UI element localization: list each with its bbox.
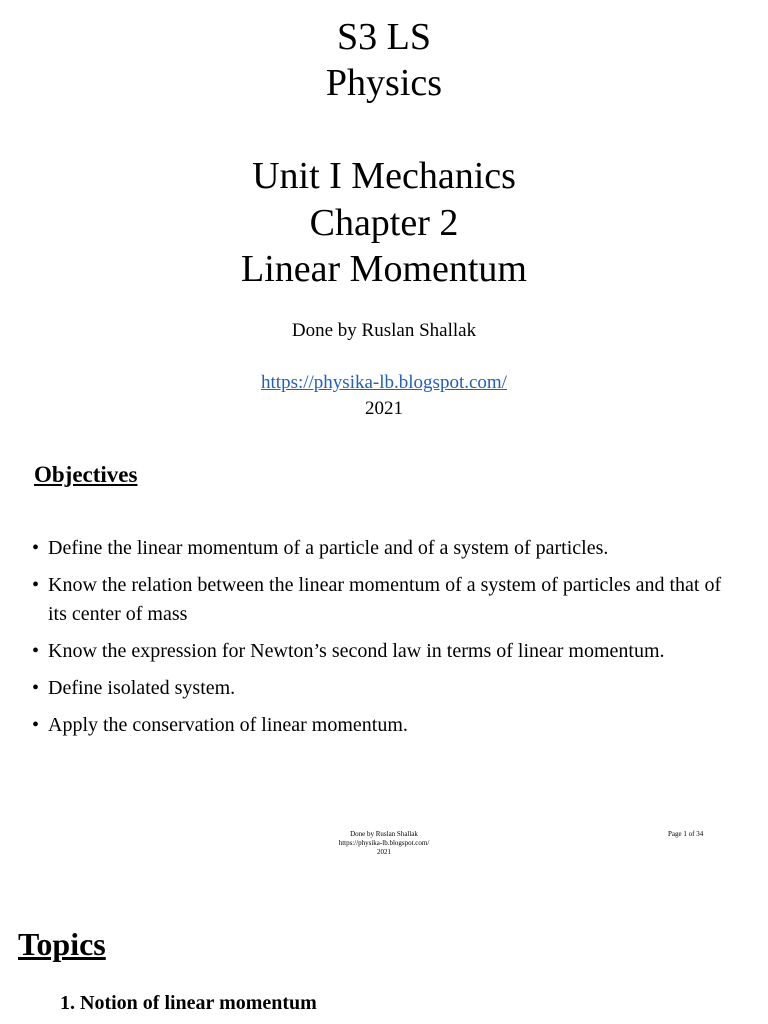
title-topic: Linear Momentum	[241, 248, 527, 290]
blog-link-row	[0, 371, 768, 395]
blog-link[interactable]: https://physika-lb.blogspot.com/	[261, 372, 507, 393]
list-item: • Apply the conservation of linear momentum.	[32, 711, 732, 740]
author-credit: Done by Ruslan Shallak	[291, 320, 477, 341]
bullet-icon: •	[32, 639, 40, 662]
objectives-heading: Objectives	[34, 462, 138, 487]
topic-item: 1. Notion of linear momentum	[60, 992, 317, 1014]
list-item: • Know the expression for Newton’s second law in terms of linear momentum.	[32, 637, 732, 666]
page-footer	[0, 830, 768, 857]
page-2	[0, 880, 768, 1024]
title-chapter: Chapter 2	[309, 202, 459, 244]
footer-author: Done by Ruslan Shallak	[350, 830, 418, 838]
objectives-list	[32, 534, 732, 748]
bullet-icon: •	[32, 574, 40, 596]
footer-link: https://physika-lb.blogspot.com/	[338, 839, 430, 847]
list-item: • Define isolated system.	[32, 674, 732, 703]
bullet-icon: •	[32, 713, 40, 736]
bullet-icon: •	[32, 676, 40, 699]
footer-year: 2021	[377, 848, 391, 856]
page-number: Page 1 of 34	[668, 830, 704, 838]
topics-heading: Topics	[18, 926, 106, 962]
year: 2021	[365, 398, 403, 419]
list-item: • Know the relation between the linear momentum of a system of particles and that of its center of mass	[32, 571, 732, 628]
bullet-icon: •	[32, 537, 40, 559]
title-subject: Physics	[325, 62, 443, 104]
list-item: • Define the linear momentum of a particle and of a system of particles.	[32, 534, 732, 563]
title-unit: Unit I Mechanics	[252, 155, 516, 197]
title-class: S3 LS	[337, 16, 431, 58]
